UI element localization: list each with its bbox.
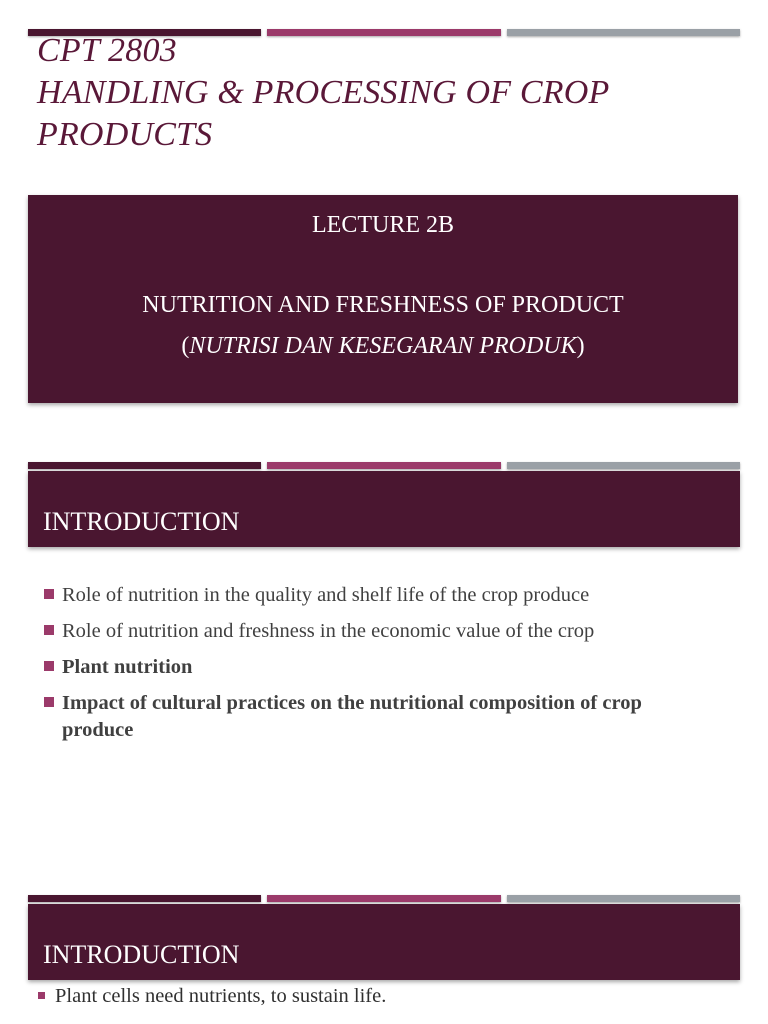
bullet-list — [38, 983, 718, 1010]
bullet-text: Role of nutrition in the quality and shelf life of the crop produce — [62, 584, 590, 606]
bullet-text: Impact of cultural practices on the nutritional composition of crop produce — [62, 692, 642, 741]
bullet-text: Plant cells need nutrients, to sustain life. — [55, 985, 387, 1007]
list-item — [44, 690, 704, 744]
section-title: INTRODUCTION — [43, 507, 240, 536]
bullet-square-icon — [44, 697, 54, 707]
lecture-banner — [28, 195, 738, 403]
accent-segment-gray — [507, 895, 740, 902]
section-header — [28, 471, 740, 547]
accent-segment-dark — [28, 462, 261, 469]
course-name-line1: HANDLING & PROCESSING OF CROP — [37, 74, 610, 111]
bullet-square-icon — [44, 661, 54, 671]
accent-segment-gray — [507, 462, 740, 469]
list-item — [44, 654, 704, 681]
course-name-line2: PRODUCTS — [37, 116, 213, 153]
course-title — [37, 30, 737, 156]
bullet-square-icon — [44, 625, 54, 635]
bullet-text: Plant nutrition — [62, 656, 193, 678]
section-header — [28, 904, 740, 980]
bullet-square-icon — [38, 992, 45, 999]
lecture-label: LECTURE 2B — [312, 212, 454, 238]
paren-open: ( — [181, 333, 190, 359]
paren-close: ) — [576, 333, 585, 359]
lecture-subtitle-malay: NUTRISI DAN KESEGARAN PRODUK — [189, 333, 577, 359]
bullet-list — [44, 582, 704, 744]
lecture-topic: NUTRITION AND FRESHNESS OF PRODUCT — [142, 292, 624, 318]
list-item — [44, 618, 704, 645]
section-title: INTRODUCTION — [43, 940, 240, 969]
lecture-subtitle — [28, 333, 738, 360]
bullet-text: Role of nutrition and freshness in the economic value of the crop — [62, 620, 595, 642]
list-item — [38, 983, 718, 1010]
course-code: CPT 2803 — [37, 32, 177, 69]
accent-segment-dark — [28, 895, 261, 902]
list-item — [44, 582, 704, 609]
accent-bar — [28, 462, 740, 469]
accent-bar — [28, 895, 740, 902]
accent-segment-pink — [267, 462, 500, 469]
accent-segment-pink — [267, 895, 500, 902]
bullet-square-icon — [44, 589, 54, 599]
